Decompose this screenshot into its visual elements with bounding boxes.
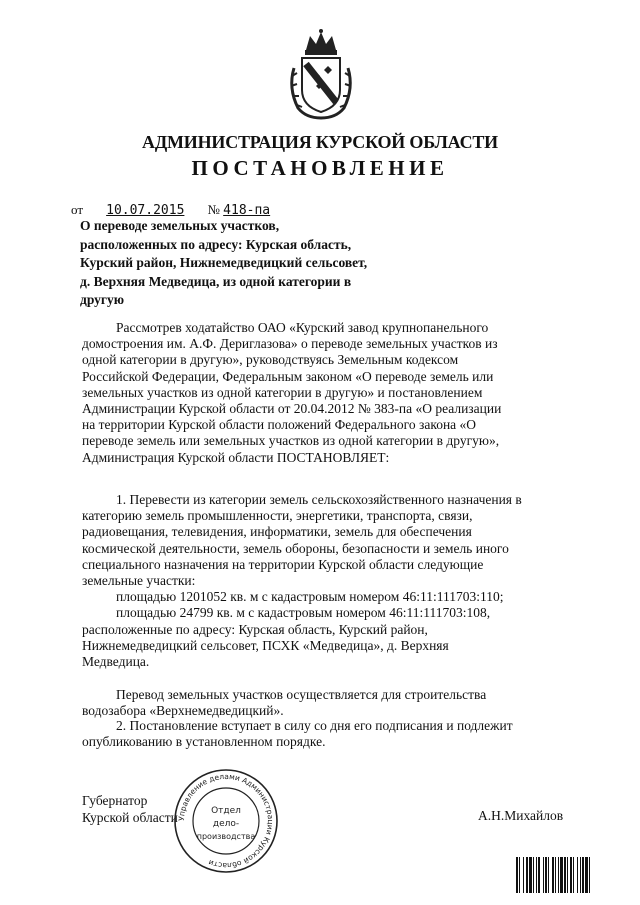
text-line: 1. Перевести из категории земель сельскохозяйственного назначения в — [116, 492, 522, 507]
subject-line: другую — [80, 292, 125, 307]
stamp-inner-line: дело- — [212, 819, 240, 829]
subject-line: Курский район, Нижнемедведицкий сельсовет, — [80, 255, 368, 270]
text-line: Администрации Курской области от 20.04.2012 № 383-па «О реализации — [82, 401, 502, 417]
signatory-name: А.Н.Михайлов — [478, 808, 564, 823]
clause-1-paragraph — [82, 492, 576, 670]
text-line: водозабора «Верхнемедведицкий». — [82, 703, 284, 719]
position-line: Курской области — [82, 810, 178, 825]
text-line: Перевод земельных участков осуществляется для строительства — [116, 687, 487, 702]
organization-title: АДМИНИСТРАЦИЯ КУРСКОЙ ОБЛАСТИ — [142, 132, 498, 152]
text-line: земельные участки: — [82, 573, 196, 589]
subject-line: д. Верхняя Медведица, из одной категории в — [80, 273, 352, 289]
text-line: переводе земель или земельных участков из одной категории в другую», — [82, 433, 500, 449]
land-plot-line: площадью 24799 кв. м с кадастровым номером 46:11:111703:108, — [116, 605, 491, 621]
document-date: 10.07.2015 — [106, 203, 185, 218]
document-subject — [80, 217, 425, 310]
text-line: Нижнемедведицкий сельсовет, ПСХК «Медведица», д. Верхняя — [82, 637, 449, 653]
text-line: специального назначения на территории Курской области следующие — [82, 556, 484, 572]
barcode — [515, 857, 627, 893]
position-line: Губернатор — [82, 793, 148, 808]
date-label: от — [71, 202, 84, 217]
text-line: Российской Федерации, Федеральным законом «О переводе земель или — [82, 368, 494, 384]
text-line: на территории Курской области положений Федерального закона «О — [82, 417, 477, 433]
text-line: радиовещания, телевидения, информатики, земель для обеспечения — [82, 524, 472, 540]
coat-of-arms-emblem — [286, 28, 356, 120]
text-line: расположенные по адресу: Курская область, Курский район, — [82, 621, 428, 637]
text-line: Администрация Курской области ПОСТАНОВЛЯЕТ: — [82, 449, 390, 465]
text-line: одной категории в другую», руководствуясь Земельным кодексом — [82, 352, 459, 368]
stamp-inner-line: Отдел — [211, 806, 241, 816]
document-type-title: ПОСТАНОВЛЕНИЕ — [191, 156, 449, 180]
land-plot-line: площадью 1201052 кв. м с кадастровым номером 46:11:111703:110; — [116, 589, 504, 605]
number-label: № — [207, 202, 220, 217]
document-number: 418-па — [223, 203, 271, 218]
stamp-inner-line: производства — [196, 832, 256, 841]
text-line: категорию земель промышленности, энергетики, транспорта, связи, — [82, 508, 473, 524]
office-stamp — [173, 768, 279, 874]
text-line: 2. Постановление вступает в силу со дня его подписания и подлежит — [116, 718, 513, 733]
subject-line: расположенных по адресу: Курская область, — [80, 236, 352, 252]
purpose-paragraph — [82, 687, 576, 719]
stamp-outer-text: Управление делами Администрации Курской области — [176, 771, 276, 871]
subject-line: О переводе земельных участков, — [80, 218, 280, 233]
text-line: домостроения им. А.Ф. Дериглазова» о переводе земельных участков из — [82, 336, 498, 352]
text-line: космической деятельности, земель обороны, безопасности и земель иного — [82, 540, 509, 556]
text-line: опубликованию в установленном порядке. — [82, 734, 326, 750]
text-line: Рассмотрев ходатайство ОАО «Курский завод крупнопанельного — [116, 320, 489, 335]
document-date-number — [71, 202, 271, 218]
text-line: земельных участков из одной категории в другую» и постановлением — [82, 384, 483, 400]
signatory-position — [82, 792, 178, 826]
clause-2-paragraph — [82, 718, 576, 750]
text-line: Медведица. — [82, 654, 150, 670]
preamble-paragraph — [82, 320, 576, 466]
